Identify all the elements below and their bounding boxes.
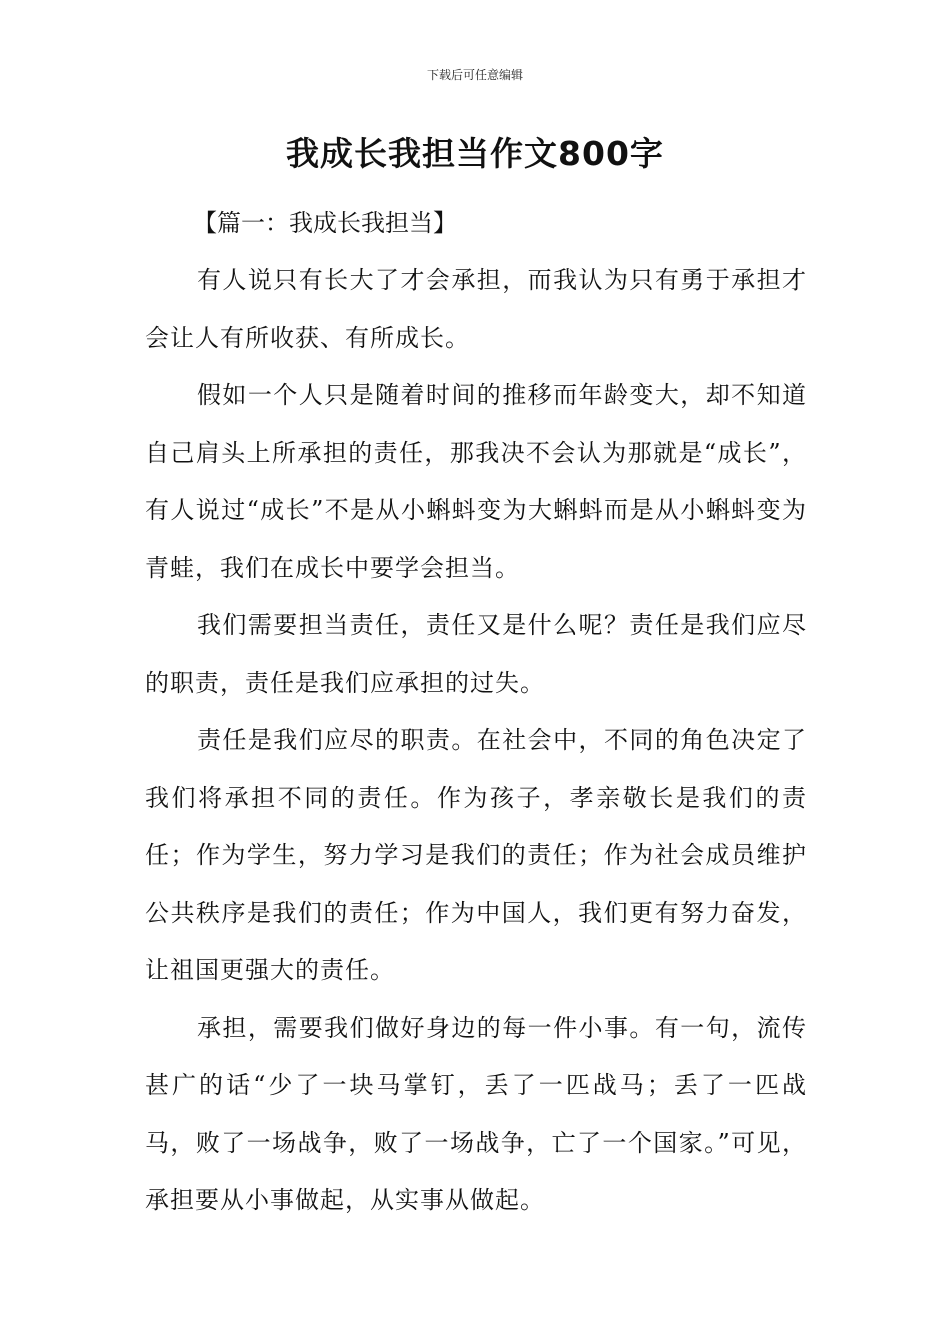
paragraph: 假如一个人只是随着时间的推移而年龄变大，却不知道自己肩头上所承担的责任，那我决不会认为那就是“成长”，有人说过“成长”不是从小蝌蚪变为大蝌蚪而是从小蝌蚪变为青蛙，我们在成长中要学会担当。 — [145, 381, 807, 582]
document-title: 我成长我担当作文800字 — [286, 134, 664, 173]
paragraph: 我们需要担当责任，责任又是什么呢？责任是我们应尽的职责，责任是我们应承担的过失。 — [145, 611, 807, 697]
paragraph: 承担，需要我们做好身边的每一件小事。有一句，流传甚广的话“少了一块马掌钉，丢了一匹战马；丢了一匹战马，败了一场战争，败了一场战争，亡了一个国家。”可见，承担要从小事做起，从实事从做起。 — [145, 1013, 807, 1214]
document-body — [145, 194, 807, 1230]
paragraph: 有人说只有长大了才会承担，而我认为只有勇于承担才会让人有所收获、有所成长。 — [145, 266, 807, 352]
section-heading: 【篇一：我成长我担当】 — [193, 209, 457, 237]
paragraph: 责任是我们应尽的职责。在社会中，不同的角色决定了我们将承担不同的责任。作为孩子，孝亲敬长是我们的责任；作为学生，努力学习是我们的责任；作为社会成员维护公共秩序是我们的责任；作为中国人，我们更有努力奋发，让祖国更强大的责任。 — [145, 726, 807, 984]
page-header-note: 下载后可任意编辑 — [426, 68, 523, 82]
